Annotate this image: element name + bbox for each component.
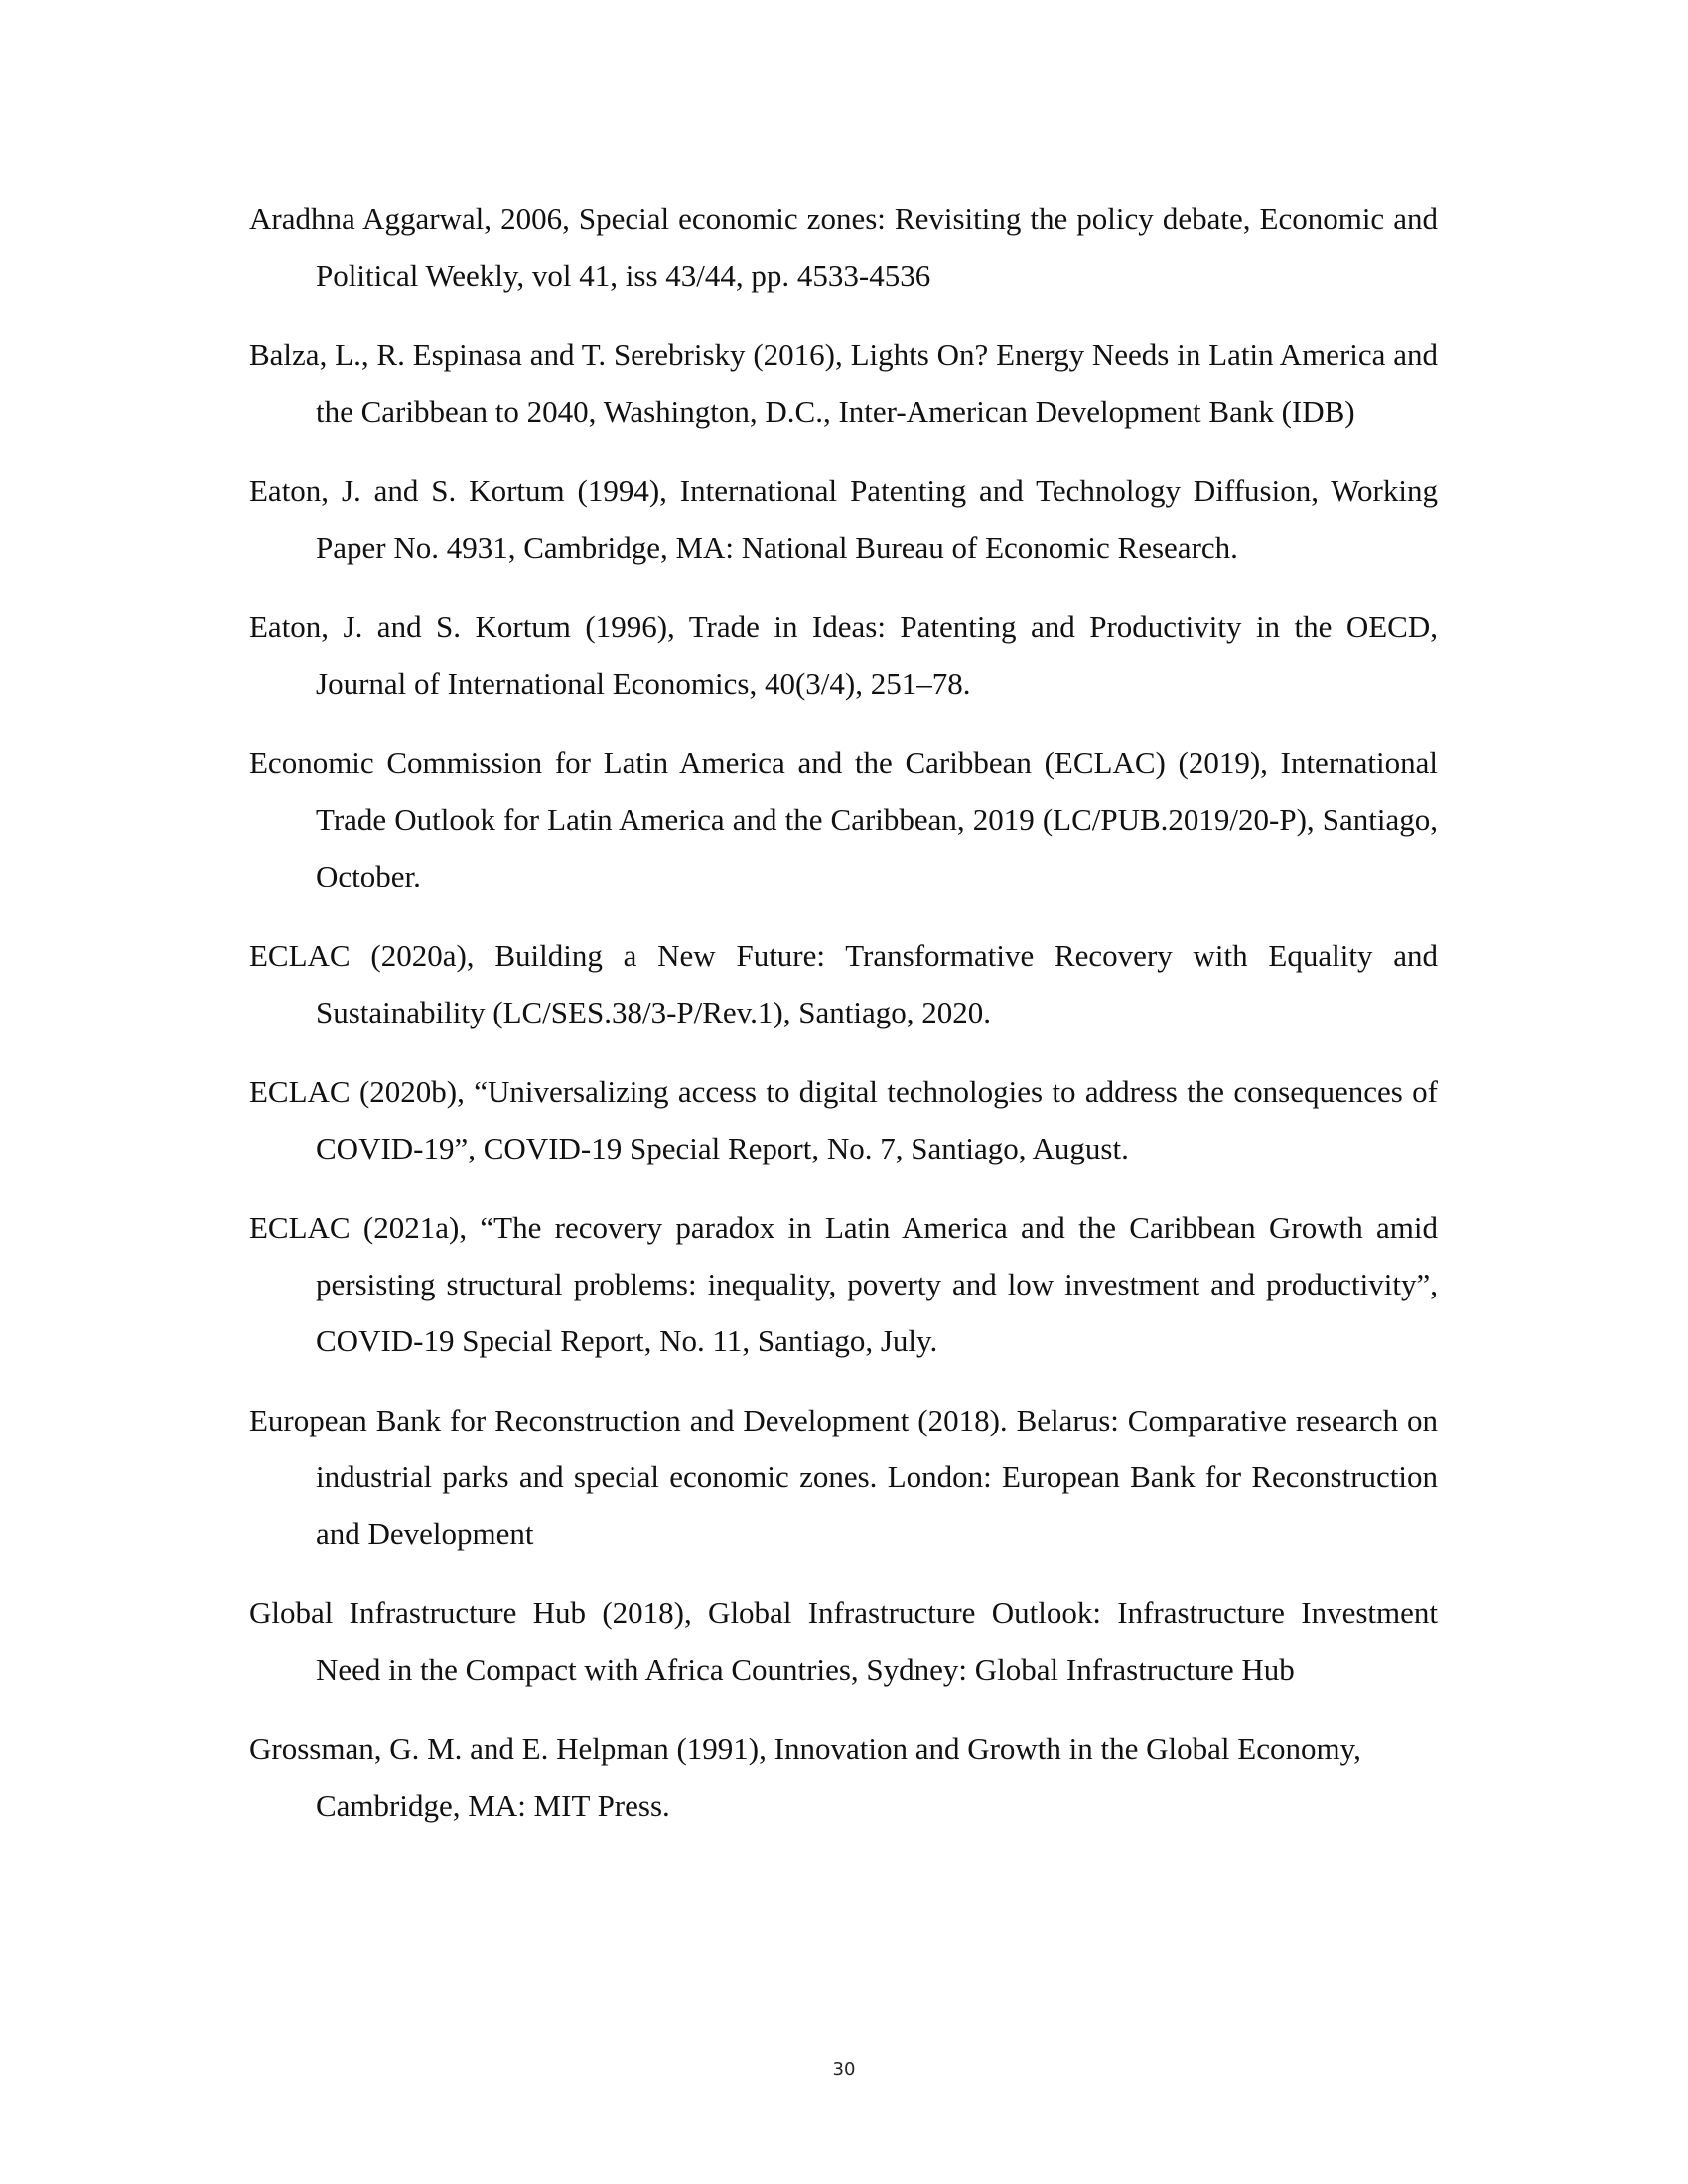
reference-entry-gih-2018: Global Infrastructure Hub (2018), Global Infrastructure Outlook: Infrastructure Investment Need in the Compact with Africa Countries, Sydney: Global Infrastructure Hub (249, 1595, 1438, 1687)
reference-entry-balza-2016: Balza, L., R. Espinasa and T. Serebrisky (2016), Lights On? Energy Needs in Latin America and the Caribbean to 2040, Washington, D.C., Inter-American Development Bank (IDB) (249, 338, 1438, 429)
reference-entry-eaton-kortum-1996: Eaton, J. and S. Kortum (1996), Trade in Ideas: Patenting and Productivity in the OECD, Journal of International Economics, 40(3/4), 251–78. (249, 610, 1438, 701)
reference-entry-aggarwal-2006: Aradhna Aggarwal, 2006, Special economic zones: Revisiting the policy debate, Economic and Political Weekly, vol 41, iss 43/44, pp. 4533-4536 (249, 202, 1438, 293)
reference-entry-eclac-2019: Economic Commission for Latin America and the Caribbean (ECLAC) (2019), International Trade Outlook for Latin America and the Caribbean, 2019 (LC/PUB.2019/20-P), Santiago, October. (249, 746, 1438, 893)
page-number: 30 (832, 2059, 856, 2080)
reference-entry-ebrd-2018: European Bank for Reconstruction and Development (2018). Belarus: Comparative research on industrial parks and special economic zones. London: European Bank for Reconstruction and Development (249, 1403, 1438, 1551)
reference-entry-eclac-2021a: ECLAC (2021a), “The recovery paradox in Latin America and the Caribbean Growth amid persisting structural problems: inequality, poverty and low investment and productivity”, COVID-19 Special Report, No. 11, Santiago, July. (249, 1210, 1438, 1358)
reference-entry-eclac-2020a: ECLAC (2020a), Building a New Future: Transformative Recovery with Equality and Sustainability (LC/SES.38/3-P/Rev.1), Santiago, 2020. (249, 938, 1438, 1029)
reference-list (249, 191, 1438, 1856)
reference-entry-eclac-2020b: ECLAC (2020b), “Universalizing access to digital technologies to address the consequences of COVID-19”, COVID-19 Special Report, No. 7, Santiago, August. (249, 1074, 1438, 1165)
reference-entry-grossman-helpman-1991: Grossman, G. M. and E. Helpman (1991), Innovation and Growth in the Global Economy, Cambridge, MA: MIT Press. (249, 1731, 1361, 1823)
reference-entry-eaton-kortum-1994: Eaton, J. and S. Kortum (1994), International Patenting and Technology Diffusion, Working Paper No. 4931, Cambridge, MA: National Bureau of Economic Research. (249, 474, 1438, 565)
